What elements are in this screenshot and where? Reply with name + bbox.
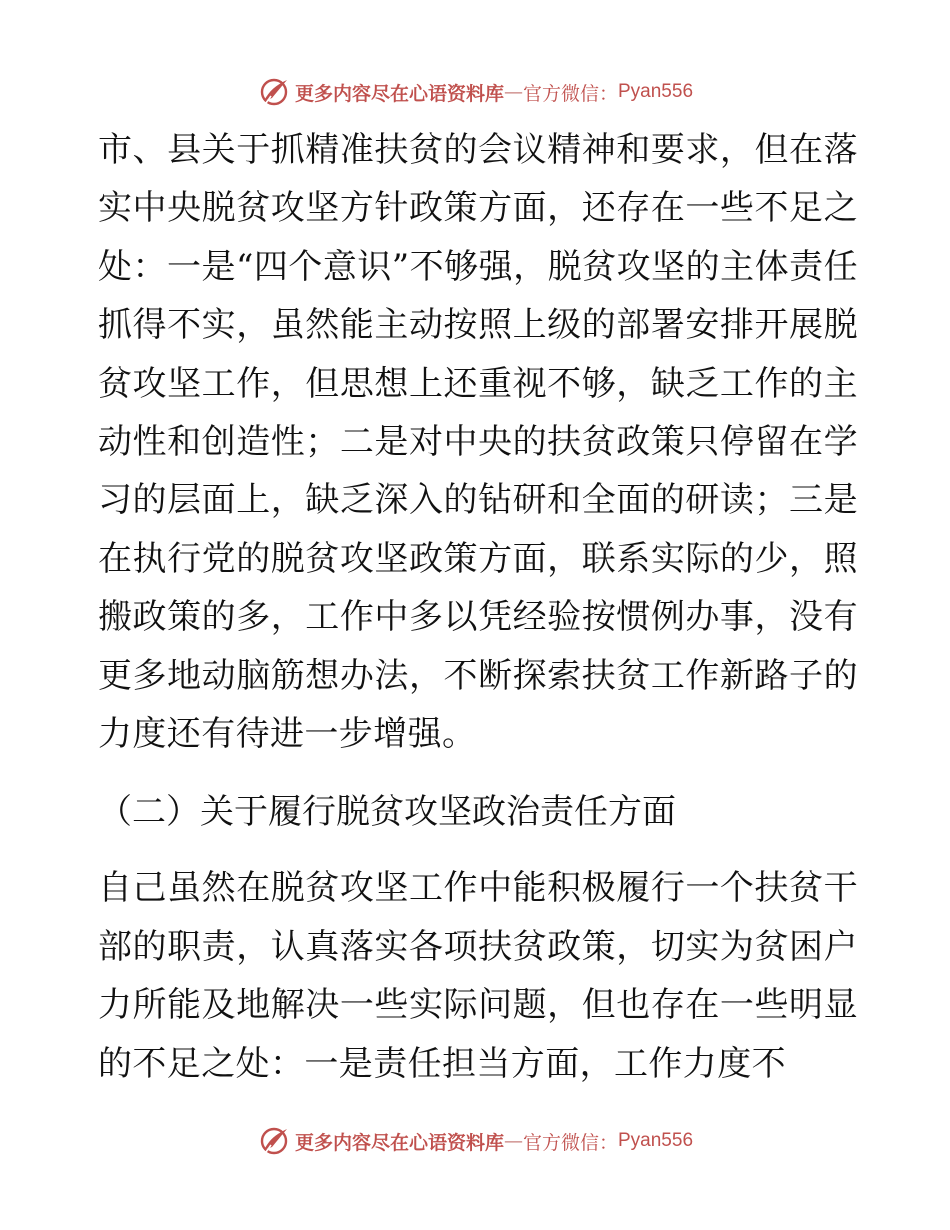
document-body: [98, 121, 858, 1093]
paragraph-2: 自己虽然在脱贫攻坚工作中能积极履行一个扶贫干部的职责，认真落实各项扶贫政策，切实为贫困户力所能及地解决一些实际问题，但也存在一些明显的不足之处：一是责任担当方面，工作力度不: [98, 868, 858, 1084]
quill-swirl-logo-icon: [257, 75, 291, 109]
watermark-contact-label: 官方微信：: [522, 1131, 618, 1154]
section-heading: （二）关于履行脱贫攻坚政治责任方面: [98, 792, 676, 833]
quill-swirl-logo-icon: [257, 1124, 291, 1158]
watermark-footer: [0, 1121, 950, 1161]
watermark-handle: Pyan556: [618, 1130, 694, 1151]
watermark-brand: 更多内容尽在心语资料库: [294, 1131, 504, 1154]
watermark-dash: —: [503, 81, 523, 103]
watermark-brand: 更多内容尽在心语资料库: [294, 82, 504, 105]
watermark-contact-label: 官方微信：: [522, 82, 618, 105]
watermark-dash: —: [503, 1130, 523, 1152]
paragraph-1: 市、县关于抓精准扶贫的会议精神和要求，但在落实中央脱贫攻坚方针政策方面，还存在一些不足之处：一是“四个意识”不够强，脱贫攻坚的主体责任抓得不实，虽然能主动按照上级的部署安排开展脱贫攻坚工作，但思想上还重视不够，缺乏工作的主动性和创造性；二是对中央的扶贫政策只停留在学习的层面上，缺乏深入的钻研和全面的研读；三是在执行党的脱贫攻坚政策方面，联系实际的少，照搬政策的多，工作中多以凭经验按惯例办事，没有更多地动脑筋想办法，不断探索扶贫工作新路子的力度还有待进一步增强。: [98, 130, 858, 755]
watermark-handle: Pyan556: [618, 81, 694, 102]
watermark-header: [0, 72, 950, 112]
